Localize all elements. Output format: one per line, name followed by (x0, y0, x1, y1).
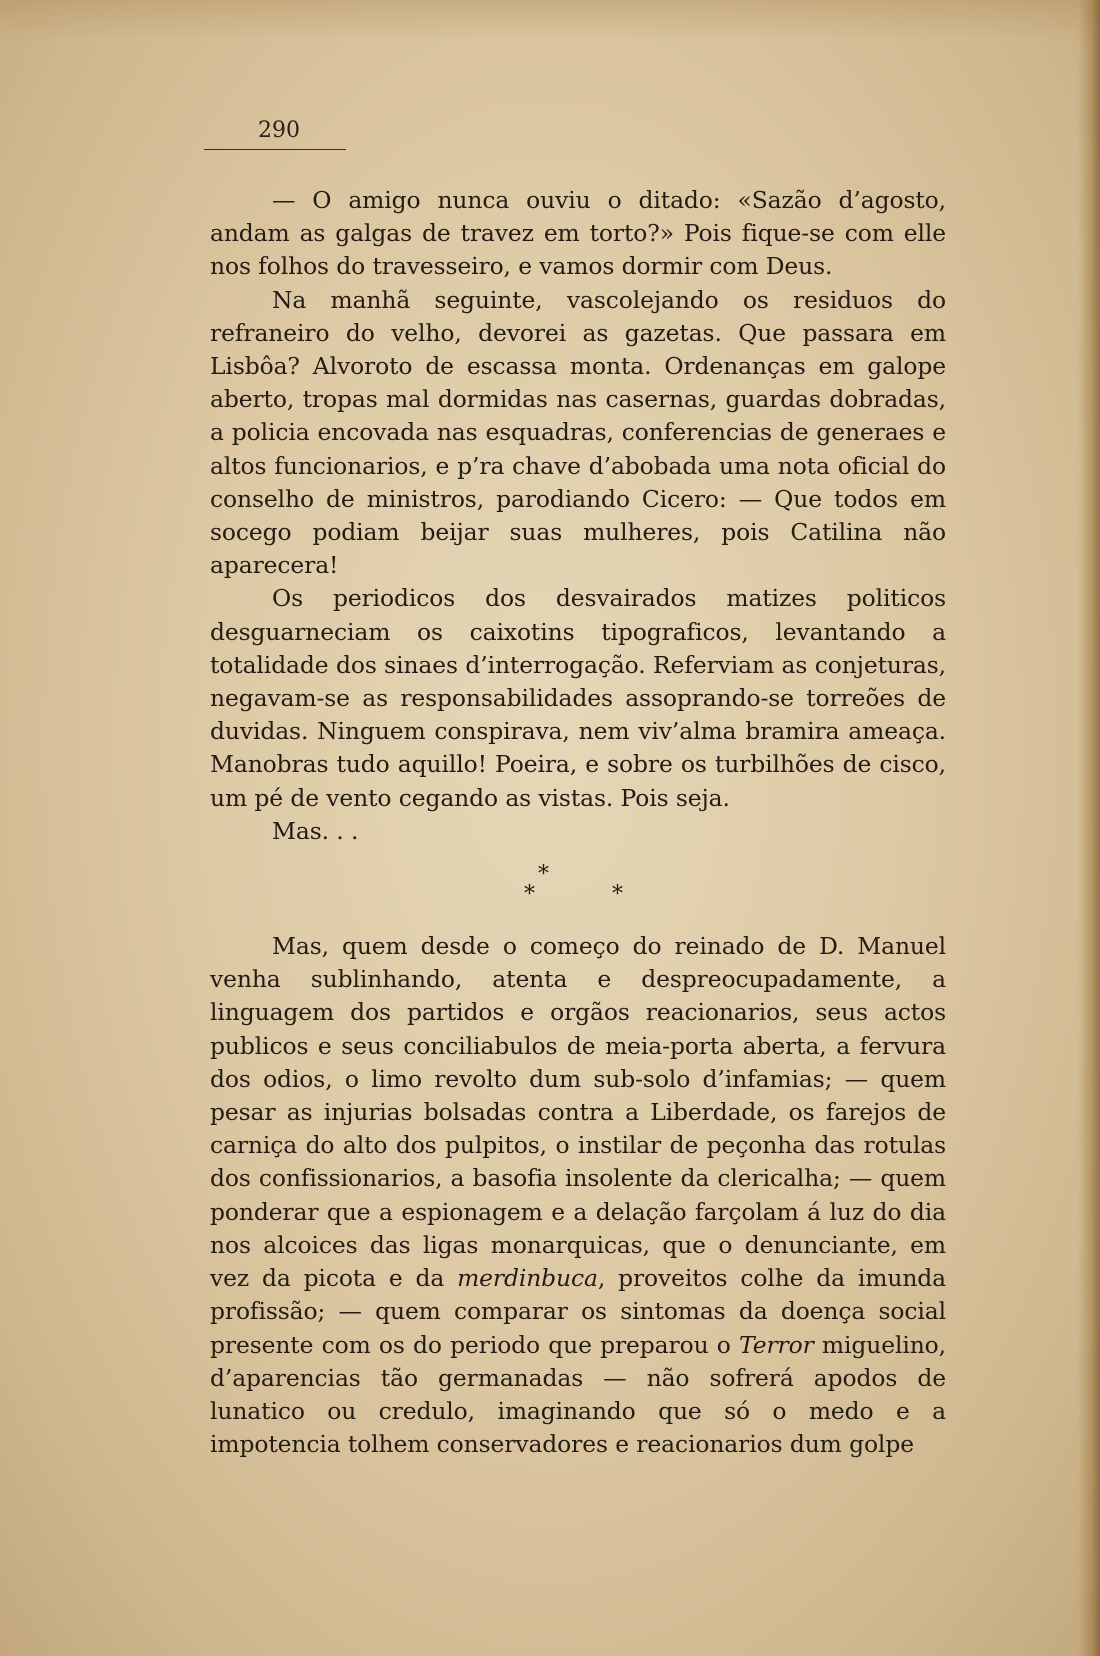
asterism-star-right: * (612, 882, 623, 908)
asterism-star-left: * (524, 882, 535, 908)
body-text (210, 184, 946, 1461)
paragraph-5-part-a: Mas, quem desde o começo do reinado de D. Manuel venha sublinhando, atenta e despreocupadamente, a linguagem dos partidos e orgãos reacionarios, seus actos publicos e seus conciliabulos de meia-porta aberta, a fervura dos odios, o limo revolto dum sub-solo d’infamias; — quem pesar as injurias bolsadas contra a Liberdade, os farejos de carniça do alto dos pulpitos, o instilar de peçonha das rotulas dos confissionarios, a basofia insolente da clericalha; — quem ponderar que a espionagem e a delação farçolam á luz do dia nos alcoices das ligas monarquicas, que o denunciante, em vez da picota e da (210, 932, 946, 1293)
page-number-rule (204, 149, 346, 150)
page-number: 290 (258, 118, 300, 143)
page-binding-edge (1078, 0, 1100, 1656)
paragraph-3: Os periodicos dos desvairados matizes politicos desguarneciam os caixotins tipograficos, levantando a totalidade dos sinaes d’interrogação. Referviam as conjeturas, negavam-se as responsabilidades assoprando-se torreões de duvidas. Ninguem conspirava, nem viv’alma bramira ameaça. Manobras tudo aquillo! Poeira, e sobre os turbilhões de cisco, um pé de vento cegando as vistas. Pois seja. (210, 584, 946, 812)
asterism-star-top: * (538, 862, 549, 888)
paragraph-5-part-c: miguelino, d’aparencias tão germanadas — não sofrerá apodos de lunatico ou credulo, imaginando que só o medo e a impotencia tolhem conservadores e reacionarios dum golpe (210, 1330, 946, 1459)
paragraph-5 (210, 930, 946, 1461)
paragraph-1: — O amigo nunca ouviu o ditado: «Sazão d’agosto, andam as galgas de travez em torto?» Pois fique-se com elle nos folhos do travesseiro, e vamos dormir com Deus. (210, 186, 946, 281)
italic-merdinbuca: merdinbuca (457, 1264, 598, 1293)
section-gap (210, 922, 946, 930)
italic-terror: Terror (739, 1330, 814, 1359)
paragraph-5-part-b: , proveitos colhe da imunda profissão; — quem comparar os sintomas da doença social presente com os do periodo que preparou o (210, 1264, 946, 1359)
section-asterism (210, 848, 946, 922)
page-top-shading (0, 0, 1100, 40)
paragraph-4: Mas. . . (272, 816, 359, 845)
paragraph-2: Na manhã seguinte, vascolejando os residuos do refraneiro do velho, devorei as gazetas. Que passara em Lisbôa? Alvoroto de escassa monta. Ordenanças em galope aberto, tropas mal dormidas nas casernas, guardas dobradas, a policia encovada nas esquadras, conferencias de generaes e altos funcionarios, e p’ra chave d’abobada uma nota oficial do conselho de ministros, parodiando Cicero: — Que todos em socego podiam beijar suas mulheres, pois Catilina não aparecera! (210, 285, 946, 580)
